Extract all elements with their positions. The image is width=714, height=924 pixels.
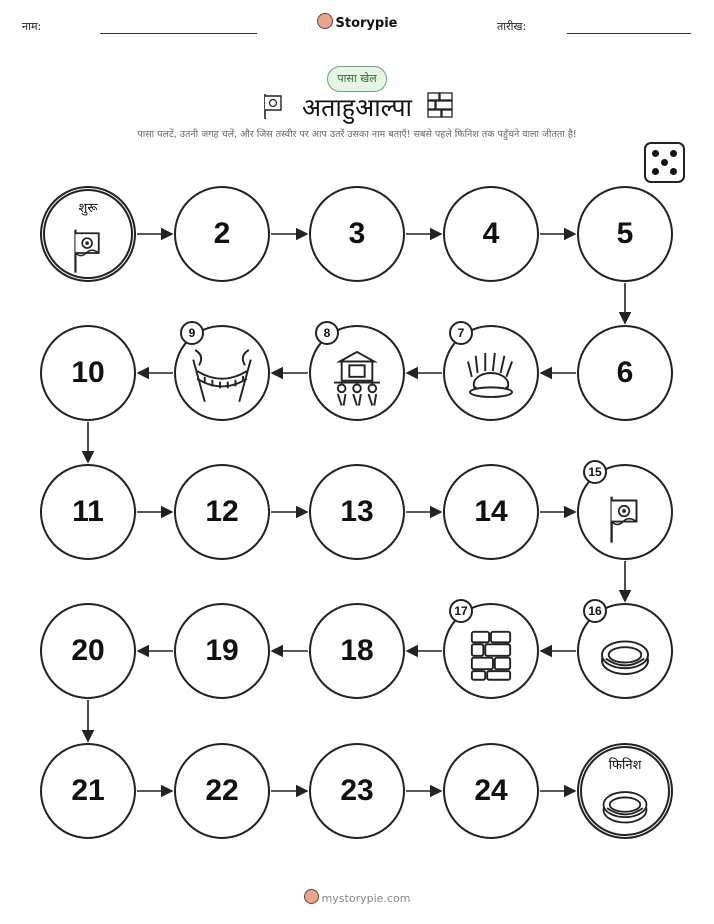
space-number: 19 [205,634,239,667]
space-number: 5 [616,217,634,250]
board-space-8 [309,325,405,421]
finish-label: फिनिश [608,758,642,773]
space-number-badge: 8 [315,321,339,345]
space-number: 21 [71,774,105,807]
board-space-12 [174,464,270,560]
space-number: 18 [340,634,374,667]
space-number: 2 [213,217,231,250]
space-number: 14 [474,495,508,528]
board-space-4 [443,186,539,282]
space-number-badge: 9 [180,321,204,345]
space-number: 4 [482,217,500,250]
board-space-7 [443,325,539,421]
board-space-2 [174,186,270,282]
board-space-3 [309,186,405,282]
board-space-11 [40,464,136,560]
brand-name: Storypie [335,16,398,31]
board-space-18 [309,603,405,699]
footer-url: mystorypie.com [321,892,411,905]
board-space-6 [577,325,673,421]
board-space-19 [174,603,270,699]
finish-space [577,743,673,839]
name-label: नाम: [22,20,42,33]
page-title: अताहुआल्पा [301,93,413,122]
space-number-badge: 7 [449,321,473,345]
instructions: पासा पलटें, उतनी जगह चलें, और जिस तस्वीर पर आप उतरें उसका नाम बताएँ! सबसे पहले फिनिश तक पहुँचने वाला जीतता है! [137,129,577,140]
space-number: 12 [205,495,239,528]
board-space-20 [40,603,136,699]
space-number: 23 [340,774,374,807]
start-label: शुरू [78,201,98,216]
board-space-22 [174,743,270,839]
space-number: 24 [474,774,508,807]
board-space-23 [309,743,405,839]
board-space-21 [40,743,136,839]
board-space-24 [443,743,539,839]
board-space-5 [577,186,673,282]
board-space-10 [40,325,136,421]
space-number: 6 [616,356,634,389]
board-space-9 [174,325,270,421]
game-type-badge: पासा खेल [327,66,387,92]
storypie-logo-icon [304,889,319,904]
board-space-14 [443,464,539,560]
space-number-badge: 15 [583,460,607,484]
date-label: तारीख: [497,20,527,33]
footer [0,889,714,905]
space-number-badge: 17 [449,599,473,623]
space-number-badge: 16 [583,599,607,623]
start-space [40,186,136,282]
space-number: 13 [340,495,374,528]
board-space-16 [577,603,673,699]
board-space-13 [309,464,405,560]
space-number: 22 [205,774,239,807]
space-number: 3 [348,217,366,250]
space-number: 20 [71,634,105,667]
space-number: 11 [72,495,104,528]
board-space-15 [577,464,673,560]
board-space-17 [443,603,539,699]
space-number: 10 [71,356,105,389]
